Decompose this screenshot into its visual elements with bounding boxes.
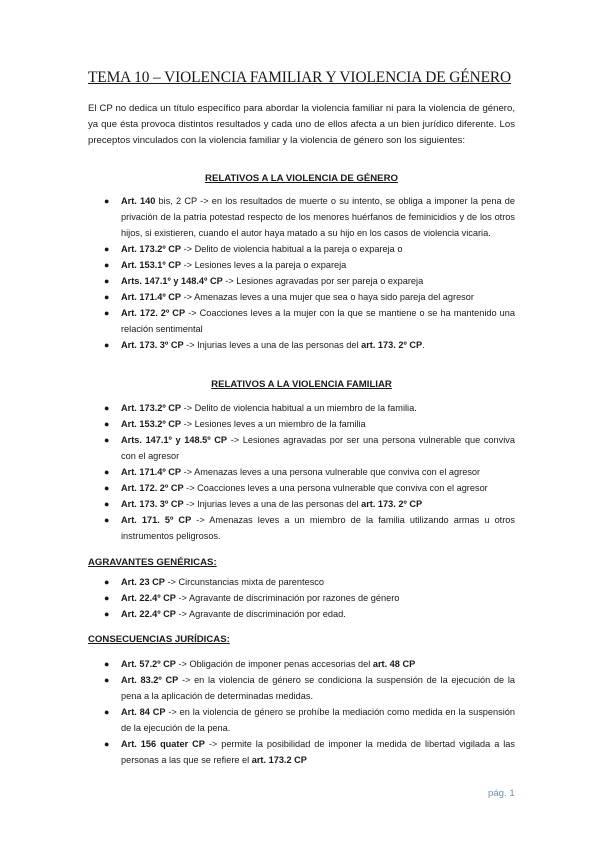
list-item <box>0 400 515 416</box>
item-text: -> en la violencia de género se prohíbe la mediación como medida en la suspensión de la ejecución de la pena. <box>121 707 515 733</box>
bullet-icon: ● <box>104 292 110 302</box>
item-text: -> permite la posibilidad de imponer la medida de libertad vigilada a las personas a las que se refiere el <box>121 739 515 765</box>
bullet-icon: ● <box>104 609 110 619</box>
list-item <box>0 241 515 257</box>
list-item <box>0 257 515 273</box>
bullet-icon: ● <box>104 435 110 445</box>
list-item <box>0 289 515 305</box>
list-consecuencias <box>0 656 515 768</box>
page-title: TEMA 10 – VIOLENCIA FAMILIAR Y VIOLENCIA DE GÉNERO <box>88 69 512 86</box>
article-reference: Art. 173. 3º CP <box>121 499 184 509</box>
bullet-icon: ● <box>104 739 110 749</box>
article-reference: Art. 173. 3º CP <box>121 340 184 350</box>
item-text: -> Obligación de imponer penas accesorias del <box>175 659 373 669</box>
item-text: -> Injurias leves a una de las personas del <box>183 340 362 350</box>
item-text: -> Amenazas leves a un miembro de la familia utilizando armas u otros instrumentos peligrosos. <box>121 515 515 541</box>
article-reference: Art. 172. 2º CP <box>121 308 186 318</box>
bullet-icon: ● <box>104 419 110 429</box>
article-reference: Art. 153.2º CP <box>121 419 182 429</box>
list-item <box>0 432 515 464</box>
bullet-icon: ● <box>104 593 110 603</box>
list-item <box>0 337 515 353</box>
intro-paragraph: El CP no dedica un título específico para abordar la violencia familiar ni para la violencia de género, ya que ésta provoca distintos resultados y cada uno de ellos afecta a un bien jurídico diferente. Los preceptos vinculados con la violencia familiar y la violencia de género son los siguientes: <box>88 103 515 146</box>
bullet-icon: ● <box>104 244 110 254</box>
page-number: pág. 1 <box>488 788 515 799</box>
article-reference: Art. 84 CP <box>121 707 166 717</box>
article-reference: Arts. 147.1º y 148.5º CP <box>121 435 228 445</box>
list-item <box>0 416 515 432</box>
article-reference: Art. 23 CP <box>121 577 165 587</box>
article-reference: Art. 140 <box>121 196 156 206</box>
article-reference: Art. 22.4º CP <box>121 609 176 619</box>
item-text: -> Lesiones agravadas por ser una persona vulnerable que conviva con el agresor <box>121 435 515 461</box>
list-item <box>0 305 515 337</box>
list-item <box>0 496 515 512</box>
article-reference: Art. 173.2º CP <box>121 244 182 254</box>
article-reference: Arts. 147.1º y 148.4º CP <box>121 276 223 286</box>
item-text: -> Circunstancias mixta de parentesco <box>164 577 324 587</box>
article-reference: art. 173. 2º CP <box>361 340 423 350</box>
item-text: -> Coacciones leves a una persona vulnerable que conviva con el agresor <box>183 483 488 493</box>
bullet-icon: ● <box>104 499 110 509</box>
bullet-icon: ● <box>104 483 110 493</box>
bullet-icon: ● <box>104 577 110 587</box>
bullet-icon: ● <box>104 308 110 318</box>
list-agravantes <box>0 574 515 622</box>
list-item <box>0 480 515 496</box>
list-item <box>0 590 515 606</box>
bullet-icon: ● <box>104 403 110 413</box>
list-item <box>0 464 515 480</box>
list-item <box>0 574 515 590</box>
article-reference: art. 48 CP <box>372 659 416 669</box>
article-reference: Art. 171. 5º CP <box>121 515 192 525</box>
bullet-icon: ● <box>104 659 110 669</box>
item-text: bis, 2 CP -> en los resultados de muerte o su intento, se obliga a imponer la pena de privación de la patria potestad respecto de los menores huérfanos de feminicidios y de los otros hijos, si existieren, cuando el autor haya matado a su hijo en los casos de violencia vicaria. <box>121 196 515 238</box>
article-reference: Art. 153.1º CP <box>121 260 182 270</box>
bullet-icon: ● <box>104 467 110 477</box>
item-text: -> Coacciones leves a la mujer con la que se mantiene o se ha mantenido una relación sentimental <box>121 308 515 334</box>
bullet-icon: ● <box>104 260 110 270</box>
item-text: -> Agravante de discriminación por razones de género <box>175 593 400 603</box>
bullet-icon: ● <box>104 515 110 525</box>
article-reference: Art. 171.4º CP <box>121 467 182 477</box>
list-item <box>0 736 515 768</box>
item-text: -> Lesiones leves a la pareja o expareja <box>181 260 347 270</box>
list-item <box>0 704 515 736</box>
section-heading-consecuencias: CONSECUENCIAS JURÍDICAS: <box>88 634 230 645</box>
bullet-icon: ● <box>104 675 110 685</box>
list-item <box>0 656 515 672</box>
item-text: -> Injurias leves a una de las personas del <box>183 499 362 509</box>
bullet-icon: ● <box>104 707 110 717</box>
bullet-icon: ● <box>104 196 110 206</box>
article-reference: Art. 156 quater CP <box>121 739 205 749</box>
item-text: -> en la violencia de género se condiciona la suspensión de la ejecución de la pena a la aplicación de determinadas medidas. <box>121 675 515 701</box>
section-heading-familiar: RELATIVOS A LA VIOLENCIA FAMILIAR <box>211 379 392 390</box>
article-reference: art. 173.2 CP <box>251 755 307 765</box>
item-text-tail: . <box>422 340 425 350</box>
item-text: -> Amenazas leves a una persona vulnerable que conviva con el agresor <box>181 467 481 477</box>
item-text: -> Agravante de discriminación por edad. <box>175 609 346 619</box>
article-reference: Art. 57.2º CP <box>121 659 176 669</box>
item-text: -> Delito de violencia habitual a la pareja o expareja o <box>181 244 403 254</box>
bullet-icon: ● <box>104 276 110 286</box>
list-item <box>0 193 515 241</box>
item-text: -> Lesiones leves a un miembro de la familia <box>181 419 366 429</box>
list-item <box>0 672 515 704</box>
section-heading-genero: RELATIVOS A LA VIOLENCIA DE GÉNERO <box>205 173 398 184</box>
item-text: -> Amenazas leves a una mujer que sea o haya sido pareja del agresor <box>181 292 474 302</box>
article-reference: art. 173. 2º CP <box>361 499 423 509</box>
list-item <box>0 606 515 622</box>
list-item <box>0 273 515 289</box>
item-text: -> Delito de violencia habitual a un miembro de la familia. <box>181 403 417 413</box>
article-reference: Art. 22.4º CP <box>121 593 176 603</box>
item-text: -> Lesiones agravadas por ser pareja o expareja <box>222 276 424 286</box>
article-reference: Art. 172. 2º CP <box>121 483 184 493</box>
list-item <box>0 512 515 544</box>
article-reference: Art. 173.2º CP <box>121 403 182 413</box>
list-genero <box>0 193 515 353</box>
bullet-icon: ● <box>104 340 110 350</box>
list-familiar <box>0 400 515 544</box>
section-heading-agravantes: AGRAVANTES GENÉRICAS: <box>88 557 217 568</box>
article-reference: Art. 83.2º CP <box>121 675 179 685</box>
article-reference: Art. 171.4º CP <box>121 292 182 302</box>
